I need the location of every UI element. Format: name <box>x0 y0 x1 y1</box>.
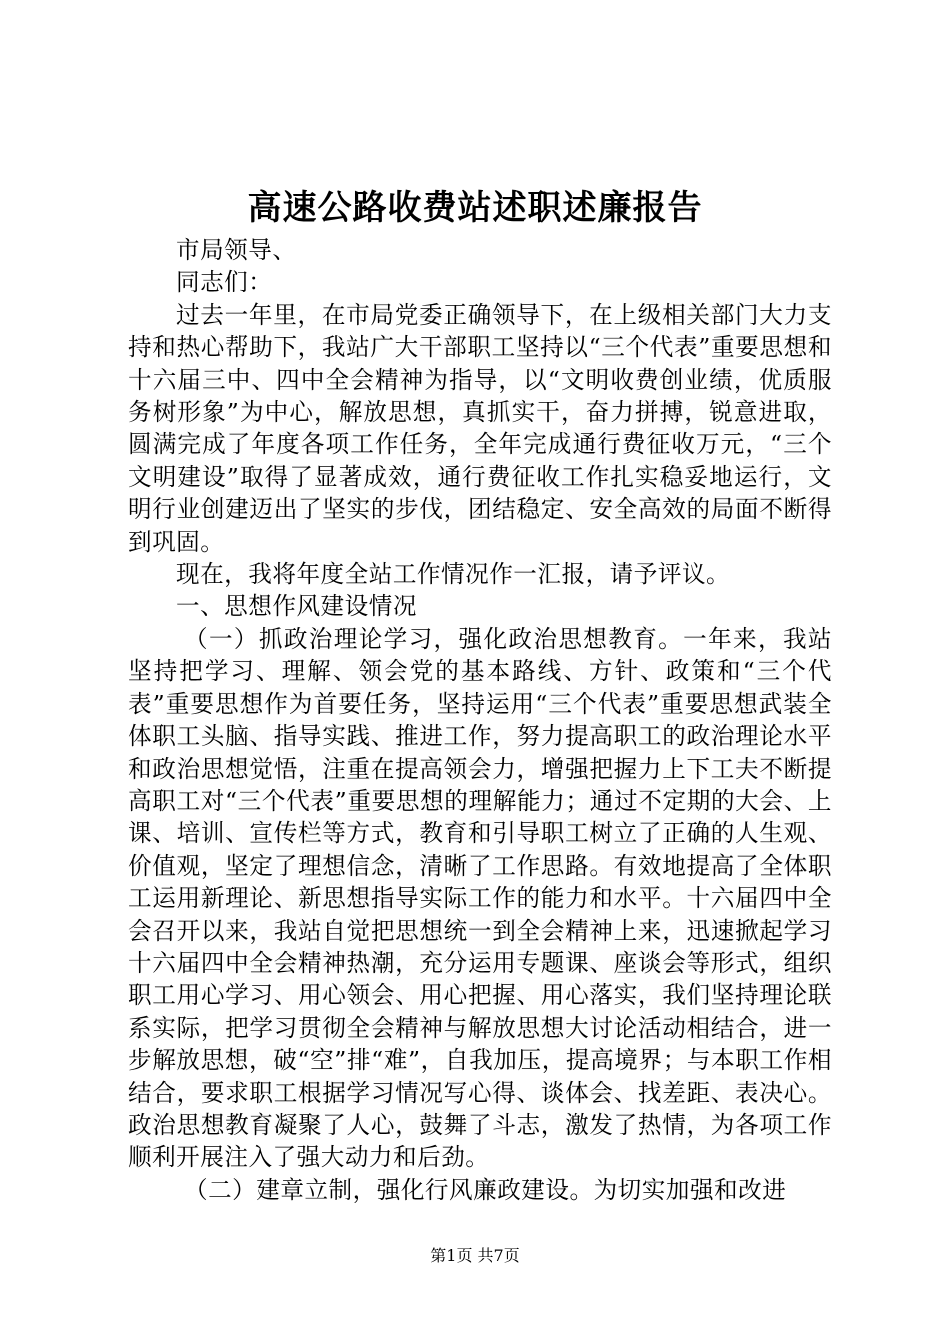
salutation-line: 同志们： <box>176 268 273 297</box>
salutation-line: 市局领导、 <box>176 236 297 264</box>
section-heading: 一、思想作风建设情况 <box>176 592 417 621</box>
body-paragraph: （二）建章立制，强化行风廉政建设。为切实加强和改进 <box>184 1175 787 1204</box>
document-body <box>128 234 832 1206</box>
body-paragraph: （一）抓政治理论学习，强化政治思想教育。一年来，我站坚持把学习、理解、领会党的基本路线、方针、政策和“三个代表”重要思想作为首要任务，坚持运用“三个代表”重要思想武装全体职工头脑、指导实践、推进工作，努力提高职工的政治理论水平和政治思想觉悟，注重在提高领会力，增强把握力上下工夫不断提高职工对“三个代表”重要思想的理解能力；通过不定期的大会、上课、培训、宣传栏等方式，教育和引导职工树立了正确的人生观、价值观，坚定了理想信念，清晰了工作思路。有效地提高了全体职工运用新理论、新思想指导实际工作的能力和水平。十六届四中全会召开以来，我站自觉把思想统一到全会精神上来，迅速掀起学习十六届四中全会精神热潮，充分运用专题课、座谈会等形式，组织职工用心学习、用心领会、用心把握、用心落实，我们坚持理论联系实际，把学习贯彻全会精神与解放思想大讨论活动相结合，进一步解放思想，破“空”排“难”，自我加压，提高境界；与本职工作相结合，要求职工根据学习情况写心得、谈体会、找差距、表决心。政治思想教育凝聚了人心，鼓舞了斗志，激发了热情，为各项工作顺利开展注入了强大动力和后劲。 <box>128 624 832 1172</box>
body-paragraph: 过去一年里，在市局党委正确领导下，在上级相关部门大力支持和热心帮助下，我站广大干部职工坚持以“三个代表”重要思想和十六届三中、四中全会精神为指导，以“文明收费创业绩，优质服务树形象”为中心，解放思想，真抓实干，奋力拼搏，锐意进取，圆满完成了年度各项工作任务，全年完成通行费征收万元，“三个文明建设”取得了显著成效，通行费征收工作扎实稳妥地运行，文明行业创建迈出了坚实的步伐，团结稳定、安全高效的局面不断得到巩固。 <box>128 300 832 556</box>
body-paragraph: 现在，我将年度全站工作情况作一汇报，请予评议。 <box>176 560 731 589</box>
page-number-footer: 第1页 共7页 <box>430 1246 520 1265</box>
document-title: 高速公路收费站述职述廉报告 <box>247 188 703 228</box>
